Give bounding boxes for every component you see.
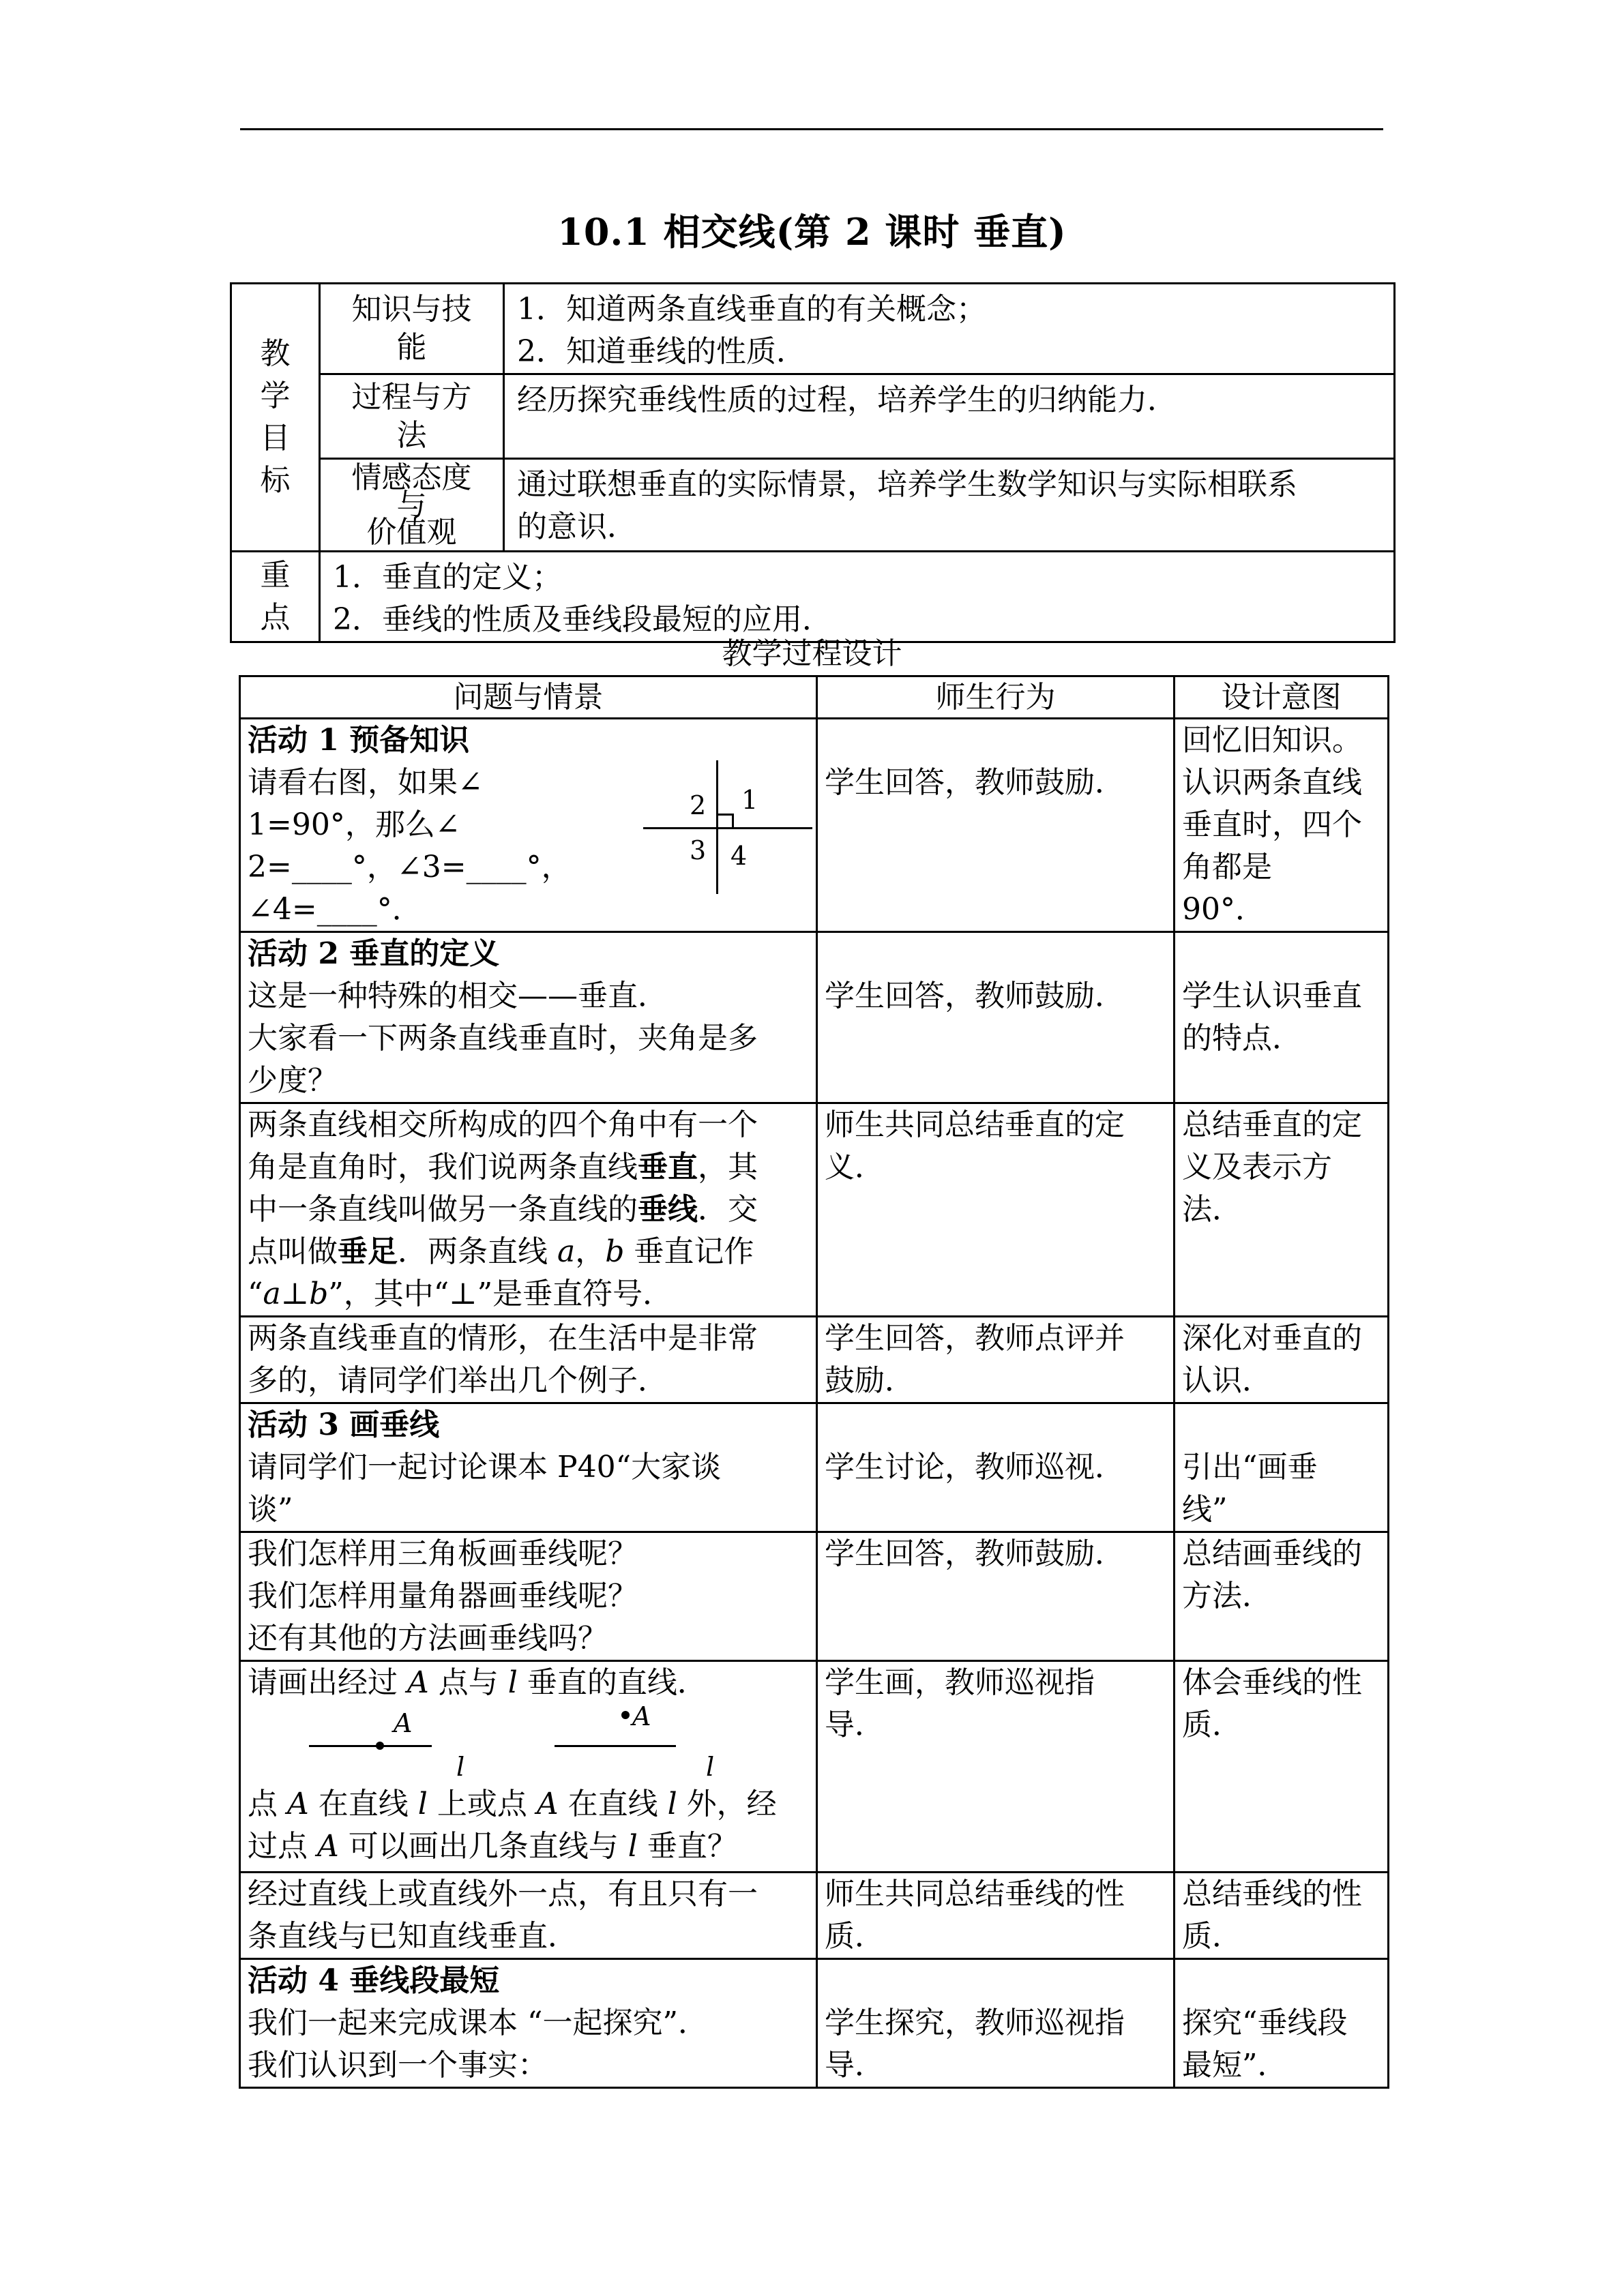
keyword-perpendicular-line: 垂线 (638, 1192, 698, 1227)
act3-question-3: 请画出经过 A 点与 l 垂直的直线． A l A l 点 A 在直线 l 上或点 A 在直线 l 外，经 过点 A 可以画出几条直线与 l 垂直？ (240, 1661, 817, 1873)
act4-behavior-1: 学生探究，教师巡视指 导． (817, 1959, 1175, 2088)
key-points: 1．垂直的定义； 2．垂线的性质及垂线段最短的应用． (320, 552, 1395, 642)
line-l-1 (309, 1745, 432, 1747)
act3-behavior-1: 学生讨论，教师巡视． (817, 1403, 1175, 1532)
act2-question-3: 两条直线垂直的情形，在生活中是非常 多的，请同学们举出几个例子． (240, 1317, 817, 1403)
act2-intent-3: 深化对垂直的 认识． (1175, 1317, 1389, 1403)
right-angle-mark-h (718, 814, 734, 816)
label-A-1: A (394, 1708, 413, 1738)
act3-question-2: 我们怎样用三角板画垂线呢？ 我们怎样用量角器画垂线呢？ 还有其他的方法画垂线吗？ (240, 1532, 817, 1661)
objective-process: 经历探究垂线性质的过程，培养学生的归纳能力． (504, 374, 1395, 459)
process-table (239, 675, 1389, 2089)
angle-label-2: 2 (690, 790, 707, 820)
section-title: 教学过程设计 (722, 636, 902, 671)
act2-title: 活动 2 垂直的定义 (248, 936, 500, 971)
point-off-line-figure (555, 1701, 745, 1782)
act3-intent-1: 引出“画垂 线” (1175, 1403, 1389, 1532)
horizontal-line (643, 827, 812, 829)
key-points-label: 重 点 (231, 552, 320, 642)
objective-emotion: 通过联想垂直的实际情景，培养学生数学知识与实际相联系 的意识． (504, 459, 1395, 552)
act3-question-5: 经过直线上或直线外一点，有且只有一 条直线与已知直线垂直． (240, 1873, 817, 1959)
act2-question-2: 两条直线相交所构成的四个角中有一个 角是直角时，我们说两条直线垂直，其 中一条直线叫做另一条直线的垂线．交 点叫做垂足．两条直线 a，b 垂直记作 “a⊥b”，其中“⊥”是垂直符号． (240, 1103, 817, 1317)
act3-title: 活动 3 画垂线 (248, 1407, 440, 1442)
objectives-table (230, 282, 1396, 643)
act3-intent-3: 体会垂线的性 质． (1175, 1661, 1389, 1873)
act3-question-1: 活动 3 画垂线 请同学们一起讨论课本 P40“大家谈 谈” (240, 1403, 817, 1532)
act3-behavior-2: 学生回答，教师鼓励． (817, 1532, 1175, 1661)
point-A-2 (621, 1711, 630, 1719)
header-question: 问题与情景 (240, 676, 817, 719)
act3-behavior-3: 学生画，教师巡视指 导． (817, 1661, 1175, 1873)
perpendicular-figure (643, 760, 814, 897)
line-l-2 (555, 1745, 676, 1747)
objectives-group-label: 教 学 目 标 (231, 284, 320, 552)
act2-question-1: 活动 2 垂直的定义 这是一种特殊的相交——垂直． 大家看一下两条直线垂直时，夹角是多 少度？ (240, 932, 817, 1103)
act1-behavior: 学生回答，教师鼓励． (817, 719, 1175, 932)
header-behavior: 师生行为 (817, 676, 1175, 719)
point-on-line-figure (309, 1708, 486, 1782)
act2-behavior-1: 学生回答，教师鼓励． (817, 932, 1175, 1103)
keyword-perpendicular: 垂直 (638, 1150, 698, 1184)
page-title: 10.1 相交线(第 2 课时 垂直) (557, 210, 1067, 254)
header-rule (240, 128, 1383, 130)
act4-question-1: 活动 4 垂线段最短 我们一起来完成课本 “一起探究”． 我们认识到一个事实： (240, 1959, 817, 2088)
angle-label-1: 1 (741, 785, 758, 815)
act2-behavior-2: 师生共同总结垂直的定 义． (817, 1103, 1175, 1317)
act4-title: 活动 4 垂线段最短 (248, 1963, 500, 1998)
act3-behavior-5: 师生共同总结垂线的性 质． (817, 1873, 1175, 1959)
right-angle-mark-v (732, 814, 734, 829)
label-l-2: l (706, 1752, 715, 1782)
act3-intent-5: 总结垂线的性 质． (1175, 1873, 1389, 1959)
act2-behavior-3: 学生回答，教师点评并 鼓励． (817, 1317, 1175, 1403)
objective-label-emotion: 情感态度 与 价值观 (320, 459, 504, 552)
objective-label-process: 过程与方 法 (320, 374, 504, 459)
objective-label-knowledge: 知识与技 能 (320, 284, 504, 374)
header-intent: 设计意图 (1175, 676, 1389, 719)
act2-intent-1: 学生认识垂直 的特点． (1175, 932, 1389, 1103)
act1-question: 活动 1 预备知识 请看右图，如果∠ 1=90°，那么∠ 2=____°，∠3=____°， ∠4=____°． 1 2 3 4 (240, 719, 817, 932)
point-A-1 (376, 1742, 384, 1750)
label-l-1: l (456, 1752, 465, 1782)
act2-intent-2: 总结垂直的定 义及表示方 法． (1175, 1103, 1389, 1317)
objective-knowledge: 1．知道两条直线垂直的有关概念； 2．知道垂线的性质． (504, 284, 1395, 374)
angle-label-3: 3 (690, 835, 707, 865)
act4-intent-1: 探究“垂线段 最短”． (1175, 1959, 1389, 2088)
angle-label-4: 4 (730, 841, 748, 871)
act1-title: 活动 1 预备知识 (248, 723, 470, 758)
act1-intent: 回忆旧知识。 认识两条直线 垂直时，四个 角都是 90°． (1175, 719, 1389, 932)
label-A-2: A (632, 1701, 651, 1731)
act3-intent-2: 总结画垂线的 方法． (1175, 1532, 1389, 1661)
keyword-foot: 垂足 (338, 1234, 398, 1269)
